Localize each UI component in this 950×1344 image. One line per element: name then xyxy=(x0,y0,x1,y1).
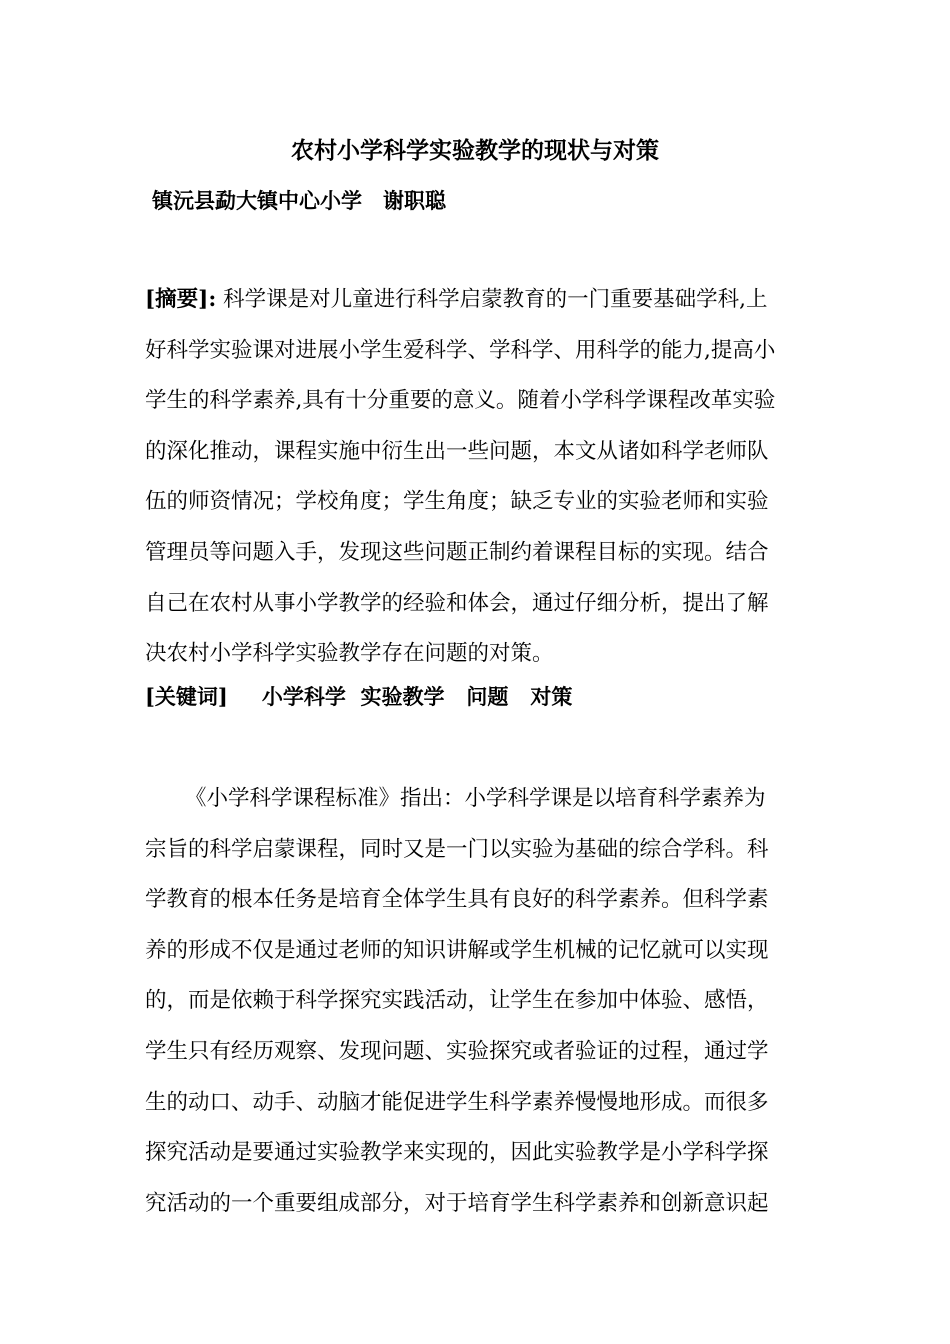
abstract-line: 伍的师资情况；学校角度；学生角度；缺乏专业的实验老师和实验 xyxy=(145,489,769,515)
abstract-line xyxy=(145,284,811,335)
page-title: 农村小学科学实验教学的现状与对策 xyxy=(291,137,659,164)
body-line: 养的形成不仅是通过老师的知识讲解或学生机械的记忆就可以实现 xyxy=(145,937,769,963)
abstract-line: 决农村小学科学实验教学存在问题的对策。 xyxy=(145,641,554,667)
body-line: 的，而是依赖于科学探究实践活动，让学生在参加中体验、感悟， xyxy=(145,988,769,1014)
abstract-line: 自己在农村从事小学教学的经验和体会，通过仔细分析，提出了解 xyxy=(145,590,769,616)
body-line: 学生只有经历观察、发现问题、实验探究或者验证的过程，通过学 xyxy=(145,1038,769,1064)
body-line: 究活动的一个重要组成部分，对于培育学生科学素养和创新意识起 xyxy=(145,1190,769,1216)
body-line: 学教育的根本任务是培育全体学生具有良好的科学素养。但科学素 xyxy=(145,887,769,913)
abstract-text: 科学课是对儿童进行科学启蒙教育的一门重要基础学科,上 xyxy=(223,287,768,312)
keywords-label: [关键词] xyxy=(145,684,228,709)
abstract-line: 好科学实验课对进展小学生爱科学、学科学、用科学的能力,提高小 xyxy=(145,337,776,363)
body-section xyxy=(145,783,811,1238)
abstract-line: 的深化推动，课程实施中衍生出一些问题，本文从诸如科学老师队 xyxy=(145,438,769,464)
keywords-items: 小学科学 实验教学 问题 对策 xyxy=(261,684,573,709)
body-line: 探究活动是要通过实验教学来实现的，因此实验教学是小学科学探 xyxy=(145,1140,769,1166)
abstract-section xyxy=(145,284,811,689)
abstract-line: 管理员等问题入手，发现这些问题正制约着课程目标的实现。结合 xyxy=(145,539,769,565)
body-line: 生的动口、动手、动脑才能促进学生科学素养慢慢地形成。而很多 xyxy=(145,1089,769,1115)
abstract-line: 学生的科学素养,具有十分重要的意义。随着小学科学课程改革实验 xyxy=(145,388,776,414)
abstract-label: [摘要]: xyxy=(145,287,217,312)
body-line: 宗旨的科学启蒙课程，同时又是一门以实验为基础的综合学科。科 xyxy=(145,836,769,862)
body-line: 《小学科学课程标准》指出：小学科学课是以培育科学素养为 xyxy=(185,786,766,811)
keywords-line xyxy=(145,682,572,712)
author-line: 镇沅县勐大镇中心小学 谢职聪 xyxy=(152,188,446,213)
